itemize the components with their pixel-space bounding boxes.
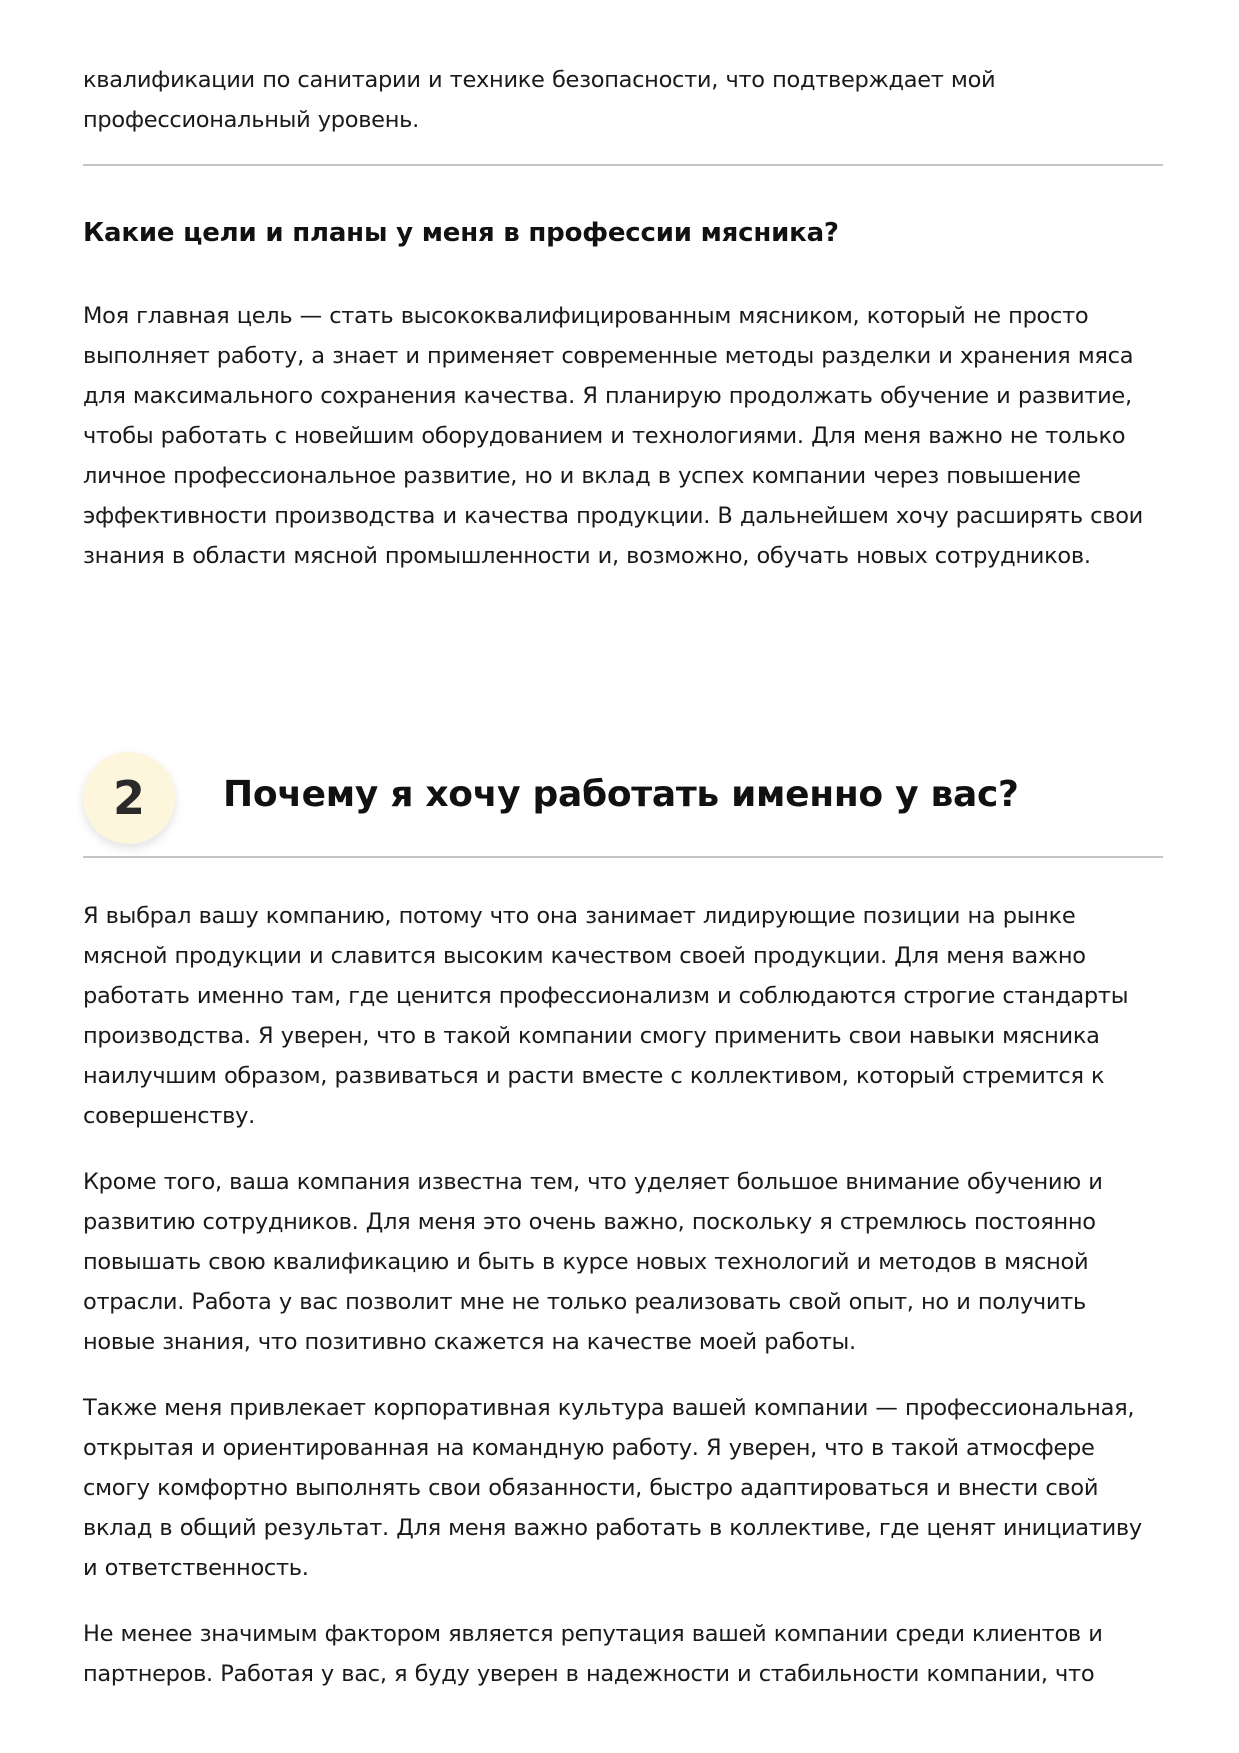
section-number-badge: 2 xyxy=(83,752,175,844)
section-divider xyxy=(83,164,1163,166)
body-paragraph: Кроме того, ваша компания известна тем, что уделяет большое внимание обучению и развитию сотрудников. Для меня это очень важно, поскольку я стремлюсь постоянно повышать свою квалификацию и быть в курсе новых технологий и методов в мясной отрасли. Работа у вас позволит мне не только реализовать свой опыт, но и получить новые знания, что позитивно скажется на качестве моей работы. xyxy=(83,1169,1103,1355)
section-title: Почему я хочу работать именно у вас? xyxy=(223,774,1019,815)
intro-paragraph-end: квалификации по санитарии и технике безопасности, что подтверждает мой профессиональный уровень. xyxy=(83,67,996,133)
section-2-body xyxy=(83,896,1163,1720)
body-paragraph: Также меня привлекает корпоративная культура вашей компании — профессиональная, открытая и ориентированная на командную работу. Я уверен, что в такой атмосфере смогу комфортно выполнять свои обязанности, быстро адаптироваться и внести свой вклад в общий результат. Для меня важно работать в коллективе, где ценят инициативу и ответственность. xyxy=(83,1395,1142,1581)
section-title-underline xyxy=(83,856,1163,858)
goals-heading: Какие цели и планы у меня в профессии мясника? xyxy=(83,218,839,248)
goals-paragraph: Моя главная цель — стать высококвалифицированным мясником, который не просто выполняет работу, а знает и применяет современные методы разделки и хранения мяса для максимального сохранения качества. Я планирую продолжать обучение и развитие, чтобы работать с новейшим оборудованием и технологиями. Для меня важно не только личное профессиональное развитие, но и вклад в успех компании через повышение эффективности производства и качества продукции. В дальнейшем хочу расширять свои знания в области мясной промышленности и, возможно, обучать новых сотрудников. xyxy=(83,303,1143,569)
body-paragraph: Не менее значимым фактором является репутация вашей компании среди клиентов и партнеров. Работая у вас, я буду уверен в надежности и стабильности компании, что xyxy=(83,1621,1103,1687)
section-2-header xyxy=(83,752,1163,856)
body-paragraph: Я выбрал вашу компанию, потому что она занимает лидирующие позиции на рынке мясной продукции и славится высоким качеством своей продукции. Для меня важно работать именно там, где ценится профессионализм и соблюдаются строгие стандарты производства. Я уверен, что в такой компании смогу применить свои навыки мясника наилучшим образом, развиваться и расти вместе с коллективом, который стремится к совершенству. xyxy=(83,903,1129,1129)
